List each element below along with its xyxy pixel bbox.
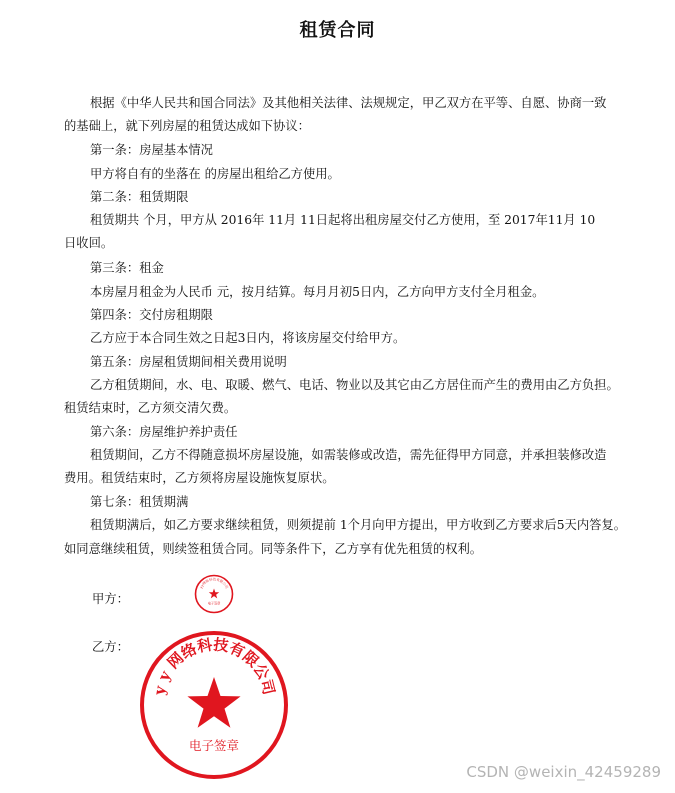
document-title: 租赁合同 bbox=[299, 20, 376, 41]
small-seal-ring-text: yy网络科技有限公司 bbox=[199, 577, 229, 590]
small-seal-star-icon bbox=[209, 589, 219, 599]
clause-4-heading: 第四条：交付房租期限 bbox=[90, 308, 213, 322]
clause-5-heading: 第五条：房屋租赁期间相关费用说明 bbox=[90, 355, 287, 369]
party-b-seal bbox=[139, 630, 289, 780]
clause-1-heading: 第一条：房屋基本情况 bbox=[90, 143, 213, 157]
clause-5-text-2: 租赁结束时，乙方须交清欠费。 bbox=[64, 401, 237, 415]
csdn-watermark: CSDN @weixin_42459289 bbox=[466, 763, 661, 781]
clause-5-text-1: 乙方租赁期间，水、电、取暖、燃气、电话、物业以及其它由乙方居住而产生的费用由乙方负担。 bbox=[90, 378, 619, 392]
clause-6-text-2: 费用。租赁结束时，乙方须将房屋设施恢复原状。 bbox=[64, 471, 335, 485]
party-b-label: 乙方： bbox=[92, 640, 129, 654]
clause-1-text: 甲方将自有的坐落在 的房屋出租给乙方使用。 bbox=[90, 167, 340, 181]
party-a-label: 甲方： bbox=[92, 592, 129, 606]
clause-6-heading: 第六条：房屋维护养护责任 bbox=[90, 425, 238, 439]
clause-2-text-1: 租赁期共 个月，甲方从 2016年 11月 11日起将出租房屋交付乙方使用，至 2017年11月 10 bbox=[90, 213, 596, 227]
clause-2-text-2: 日收回。 bbox=[64, 236, 114, 250]
small-seal-bottom-text: 电子签章 bbox=[207, 601, 221, 606]
big-seal-bottom-text: 电子签章 bbox=[188, 738, 240, 753]
big-seal-star-icon bbox=[187, 677, 240, 728]
clause-3-heading: 第三条：租金 bbox=[90, 261, 164, 275]
clause-7-heading: 第七条：租赁期满 bbox=[90, 495, 189, 509]
clause-4-text: 乙方应于本合同生效之日起3日内，将该房屋交付给甲方。 bbox=[90, 331, 406, 345]
intro-line-2: 的基础上，就下列房屋的租赁达成如下协议： bbox=[64, 119, 310, 133]
clause-2-heading: 第二条：租赁期限 bbox=[90, 190, 189, 204]
party-a-seal bbox=[194, 574, 234, 614]
clause-7-text-1: 租赁期满后，如乙方要求继续租赁，则须提前 1个月向甲方提出，甲方收到乙方要求后5天内答复。 bbox=[90, 518, 627, 532]
intro-line-1: 根据《中华人民共和国合同法》及其他相关法律、法规规定，甲乙双方在平等、自愿、协商一致 bbox=[90, 96, 607, 110]
big-seal-ring-text: y y 网络科技有限公司 bbox=[150, 635, 278, 697]
clause-7-text-2: 如同意继续租赁，则续签租赁合同。同等条件下，乙方享有优先租赁的权利。 bbox=[64, 542, 483, 556]
clause-6-text-1: 租赁期间，乙方不得随意损坏房屋设施，如需装修或改造，需先征得甲方同意，并承担装修改造 bbox=[90, 448, 607, 462]
clause-3-text: 本房屋月租金为人民币 元，按月结算。每月月初5日内，乙方向甲方支付全月租金。 bbox=[90, 285, 545, 299]
